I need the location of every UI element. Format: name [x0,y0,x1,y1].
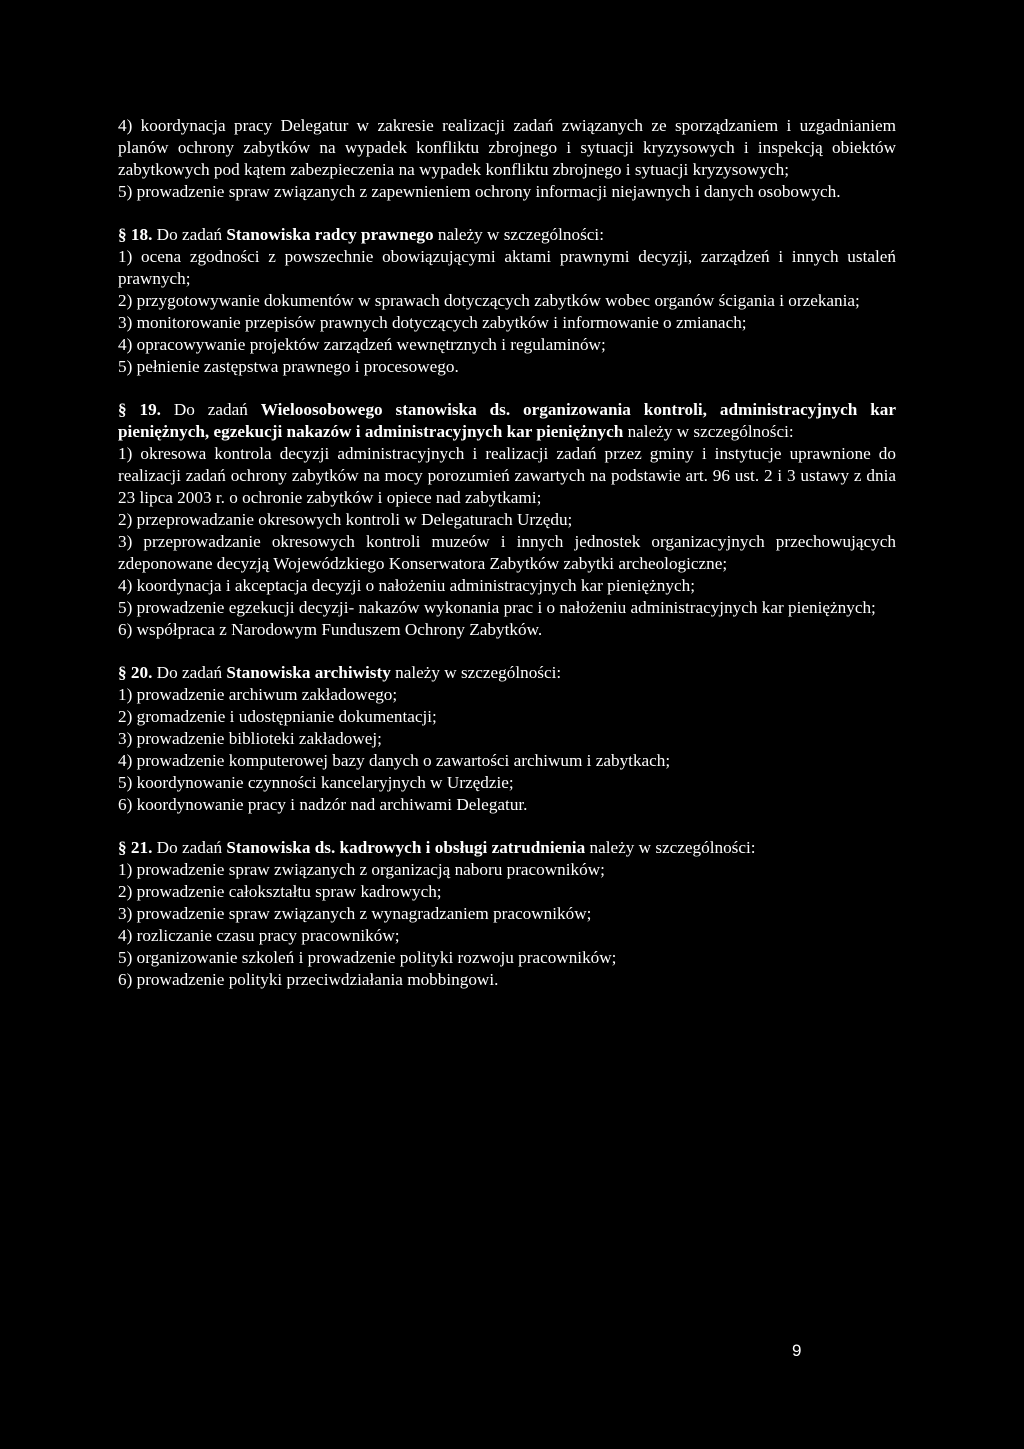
list-item: 5) prowadzenie spraw związanych z zapewnieniem ochrony informacji niejawnych i danych osobowych. [118,182,841,201]
list-item: 2) prowadzenie całokształtu spraw kadrowych; [118,882,442,901]
document-body [118,115,896,991]
list-item: 5) prowadzenie egzekucji decyzji- nakazów wykonania prac i o nałożeniu administracyjnych kar pieniężnych; [118,598,876,617]
list-item: 6) współpraca z Narodowym Funduszem Ochrony Zabytków. [118,620,543,639]
list-item: 4) koordynacja pracy Delegatur w zakresie realizacji zadań związanych ze sporządzaniem i uzgadnianiem planów ochrony zabytków na wypadek konfliktu zbrojnego i sytuacji kryzysowych i inspekcją obiektów zabytkowych pod kątem zabezpieczenia na wypadek konfliktu zbrojnego i sytuacji kryzysowych; [118,116,896,179]
section-unit-name: Wieloosobowego stanowiska ds. organizowania kontroli, administracyjnych kar pieniężnych, egzekucji nakazów i administracyjnych kar pieniężnych [118,400,897,441]
list-item: 1) prowadzenie archiwum zakładowego; [118,685,398,704]
list-item: 4) rozliczanie czasu pracy pracowników; [118,926,400,945]
list-item: 1) prowadzenie spraw związanych z organizacją naboru pracowników; [118,860,605,879]
list-item: 4) opracowywanie projektów zarządzeń wewnętrznych i regulaminów; [118,335,606,354]
section-19-heading [118,399,896,443]
list-item: 3) prowadzenie biblioteki zakładowej; [118,729,382,748]
list-item: 3) monitorowanie przepisów prawnych dotyczących zabytków i informowanie o zmianach; [118,313,747,332]
section-lead: Do zadań [156,663,223,682]
section-number: 20. [130,663,153,682]
section-tail: należy w szczególności: [627,422,794,441]
section-sign: § [118,838,127,857]
section-number: 19. [139,400,161,419]
list-item: 4) prowadzenie komputerowej bazy danych o zawartości archiwum i zabytkach; [118,751,671,770]
section-21-heading [118,837,896,859]
list-item: 3) przeprowadzanie okresowych kontroli muzeów i innych jednostek organizacyjnych przechowujących zdeponowane decyzją Wojewódzkiego Konserwatora Zabytków zabytki archeologiczne; [118,532,896,573]
section-lead: Do zadań [156,225,223,244]
list-item: 3) prowadzenie spraw związanych z wynagradzaniem pracowników; [118,904,592,923]
section-sign: § [118,400,127,419]
section-tail: należy w szczególności: [589,838,756,857]
section-lead: Do zadań [173,400,248,419]
list-item: 6) prowadzenie polityki przeciwdziałania mobbingowi. [118,970,499,989]
list-item: 4) koordynacja i akceptacja decyzji o nałożeniu administracyjnych kar pieniężnych; [118,576,695,595]
list-item: 2) gromadzenie i udostępnianie dokumentacji; [118,707,437,726]
section-sign: § [118,663,127,682]
section-tail: należy w szczególności: [437,225,604,244]
list-item: 1) ocena zgodności z powszechnie obowiązującymi aktami prawnymi decyzji, zarządzeń i innych ustaleń prawnych; [118,247,896,288]
section-unit-name: Stanowiska ds. kadrowych i obsługi zatrudnienia [226,838,586,857]
list-item: 1) okresowa kontrola decyzji administracyjnych i realizacji zadań przez gminy i instytucje uprawnione do realizacji zadań ochrony zabytków na mocy porozumień zawartych na podstawie art. 96 ust. 2 i 3 ustawy z dnia 23 lipca 2003 r. o ochronie zabytków i opiece nad zabytkami; [118,444,896,507]
list-item: 6) koordynowanie pracy i nadzór nad archiwami Delegatur. [118,795,528,814]
section-number: 18. [130,225,153,244]
list-item: 2) przeprowadzanie okresowych kontroli w Delegaturach Urzędu; [118,510,573,529]
section-sign: § [118,225,127,244]
section-18-heading [118,224,896,246]
list-item: 5) organizowanie szkoleń i prowadzenie polityki rozwoju pracowników; [118,948,617,967]
section-number: 21. [130,838,153,857]
list-item: 5) koordynowanie czynności kancelaryjnych w Urzędzie; [118,773,514,792]
section-unit-name: Stanowiska archiwisty [226,663,391,682]
section-20-heading [118,662,896,684]
list-item: 5) pełnienie zastępstwa prawnego i procesowego. [118,357,459,376]
section-tail: należy w szczególności: [395,663,562,682]
section-unit-name: Stanowiska radcy prawnego [226,225,434,244]
list-item: 2) przygotowywanie dokumentów w sprawach dotyczących zabytków wobec organów ścigania i orzekania; [118,291,860,310]
section-lead: Do zadań [156,838,223,857]
page-number: 9 [792,1341,802,1360]
